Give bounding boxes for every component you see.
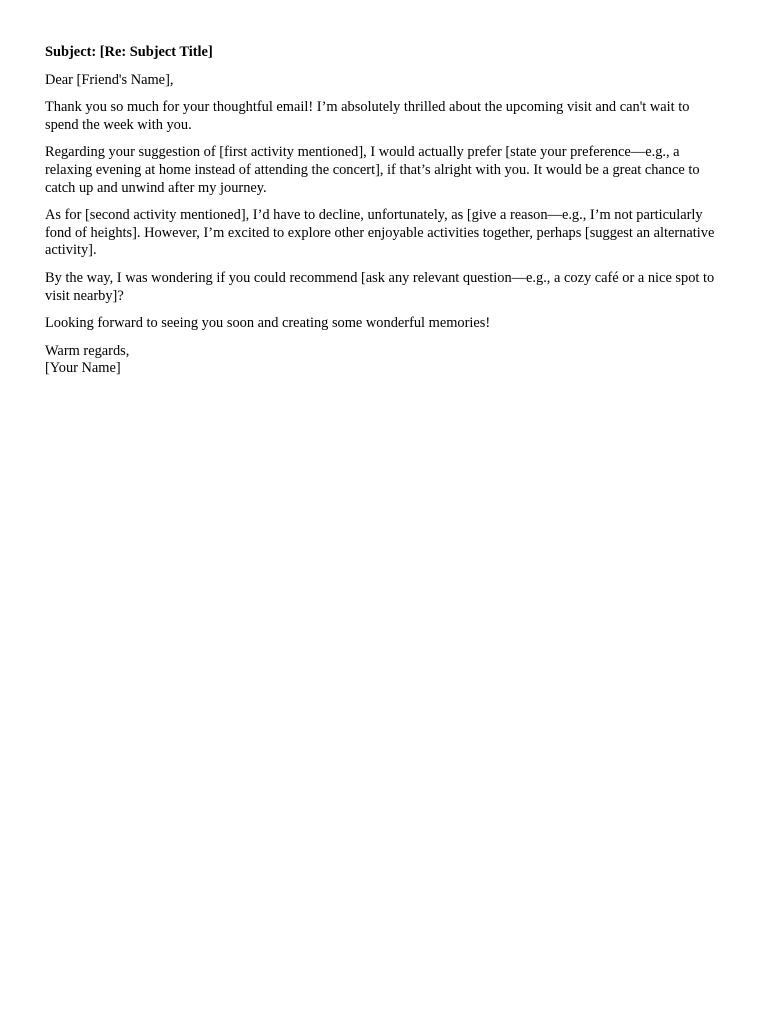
email-paragraph-question: By the way, I was wondering if you could recommend [ask any relevant question—e.g., a cozy café or a nice spot to visit nearby]? <box>45 269 715 304</box>
email-paragraph-first-activity: Regarding your suggestion of [first activity mentioned], I would actually prefer [state your preference—e.g., a relaxing evening at home instead of attending the concert], if that’s alright with you. It would be a great chance to catch up and unwind after my journey. <box>45 144 700 196</box>
email-closing-block <box>45 343 723 378</box>
email-paragraph-second-activity: As for [second activity mentioned], I’d have to decline, unfortunately, as [give a reason—e.g., I’m not particularly fond of heights]. However, I’m excited to explore other enjoyable activities together, perhaps [suggest an alternative activity]. <box>45 207 715 259</box>
email-greeting: Dear [Friend's Name], <box>45 71 174 88</box>
email-signature: [Your Name] <box>45 360 121 377</box>
email-paragraph-thanks: Thank you so much for your thoughtful email! I’m absolutely thrilled about the upcoming visit and can't wait to spend the week with you. <box>45 99 690 133</box>
email-sign-off: Warm regards, <box>45 342 130 359</box>
email-paragraph-closing: Looking forward to seeing you soon and creating some wonderful memories! <box>45 315 491 332</box>
email-subject: Subject: [Re: Subject Title] <box>45 44 213 60</box>
